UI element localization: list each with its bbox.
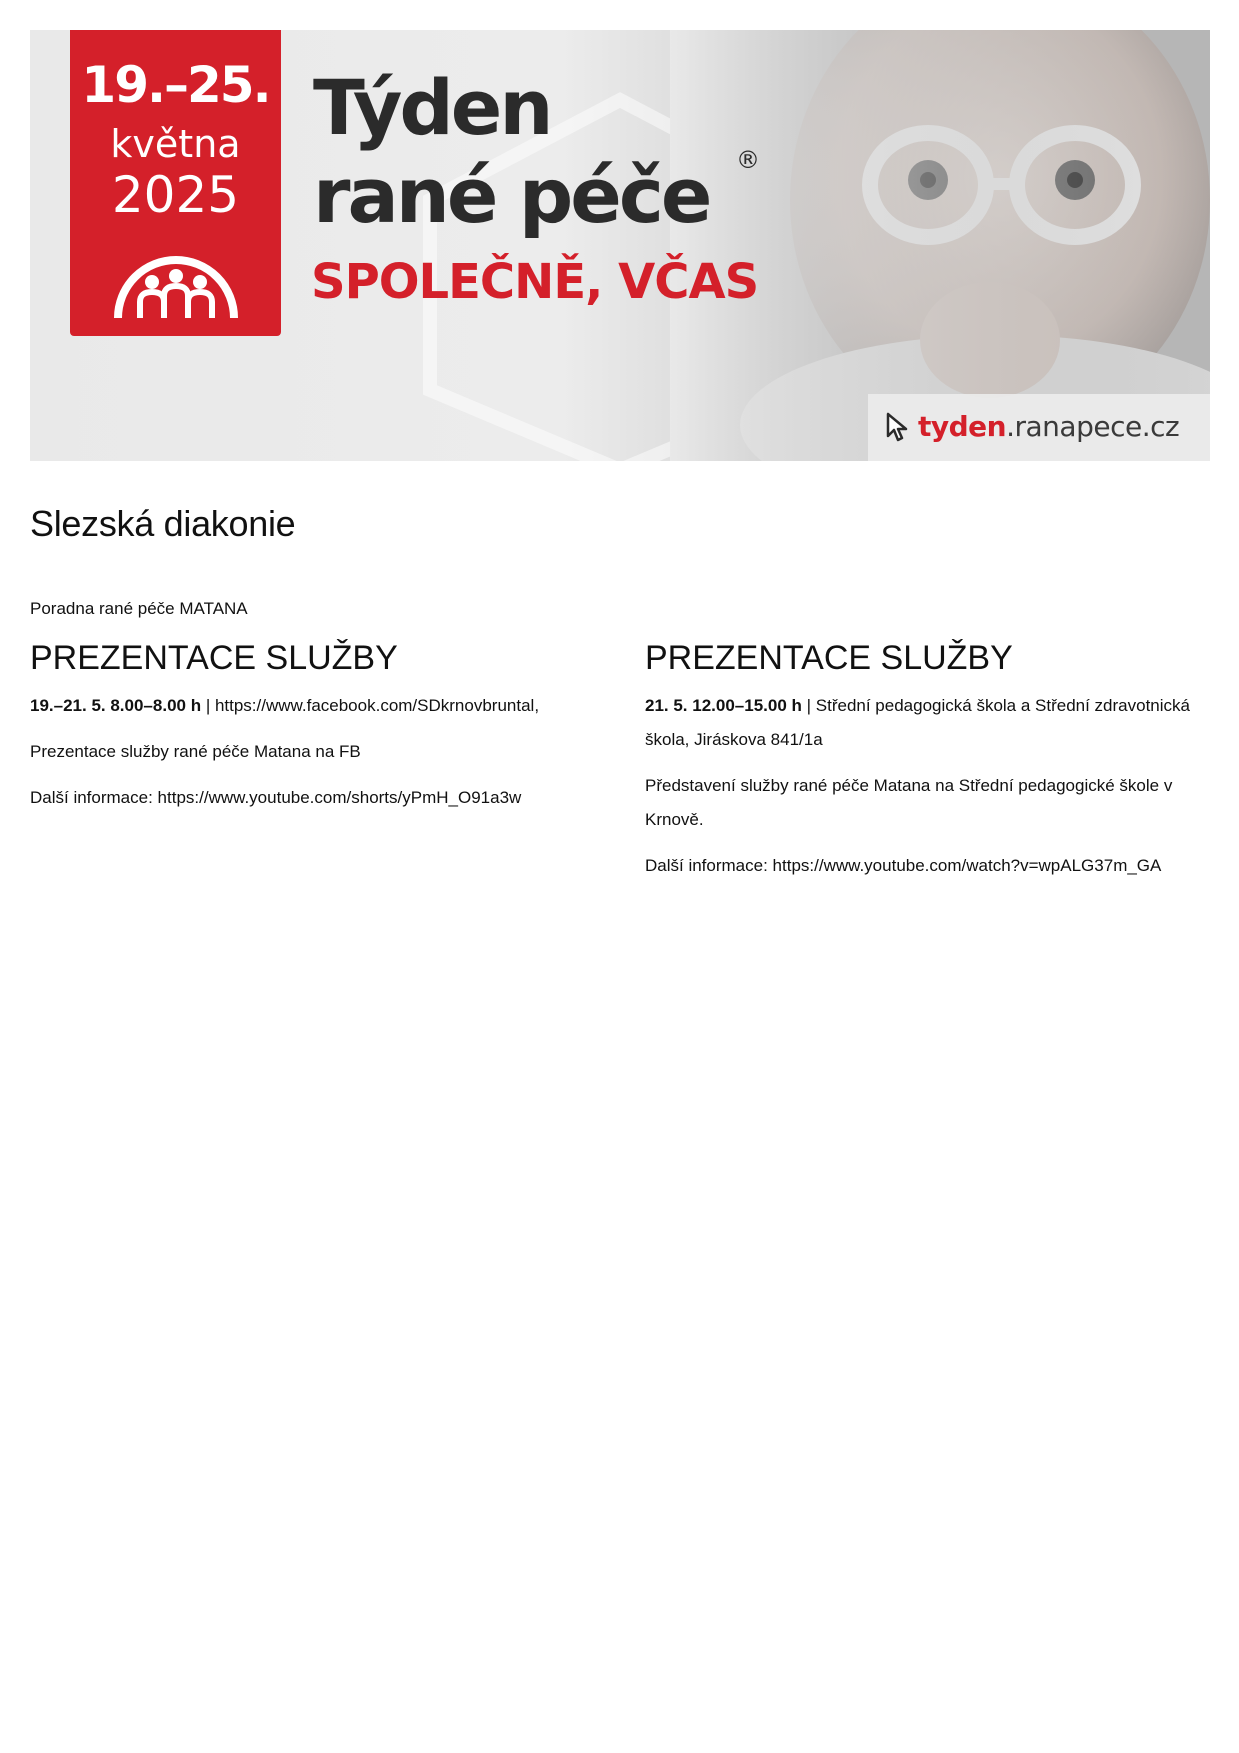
event-heading: PREZENTACE SLUŽBY [645,639,1013,677]
family-logo-icon [112,248,240,320]
event-banner [30,30,1210,461]
event-when-where [30,689,600,723]
organization-name: Slezská diakonie [30,503,296,544]
event-description: Prezentace služby rané péče Matana na FB [30,742,361,762]
date-year: 2025 [111,166,240,224]
event-card [30,640,600,827]
event-location: | Střední pedagogická škola a Střední zdravotnická škola, Jiráskova 841/1a [645,696,1190,750]
event-heading: PREZENTACE SLUŽBY [30,639,398,677]
banner-title-line2: rané péče [313,151,710,240]
banner-slogan: SPOLEČNĚ, VČAS [311,254,759,310]
service-name: Poradna rané péče MATANA [30,599,248,618]
url-rest: .ranapece.cz [1006,410,1180,443]
date-box [70,30,281,336]
date-range: 19.–25. [81,56,270,114]
event-more-info: Další informace: https://www.youtube.com/watch?v=wpALG37m_GA [645,856,1162,876]
cursor-icon [886,412,910,442]
event-location: | https://www.facebook.com/SDkrnovbruntal, [201,696,540,716]
url-highlight: tyden [918,410,1007,443]
website-url [918,410,1179,443]
event-card [645,640,1215,895]
event-description: Představení služby rané péče Matana na Střední pedagogické škole v Krnově. [645,776,1173,830]
registered-mark: ® [736,146,760,174]
event-datetime: 21. 5. 12.00–15.00 h [645,696,802,716]
event-when-where [645,689,1215,757]
banner-title-line1: Týden [313,63,551,152]
event-datetime: 19.–21. 5. 8.00–8.00 h [30,696,202,716]
date-month: května [110,122,241,166]
event-more-info: Další informace: https://www.youtube.com/shorts/yPmH_O91a3w [30,788,522,808]
website-link[interactable] [868,394,1210,461]
